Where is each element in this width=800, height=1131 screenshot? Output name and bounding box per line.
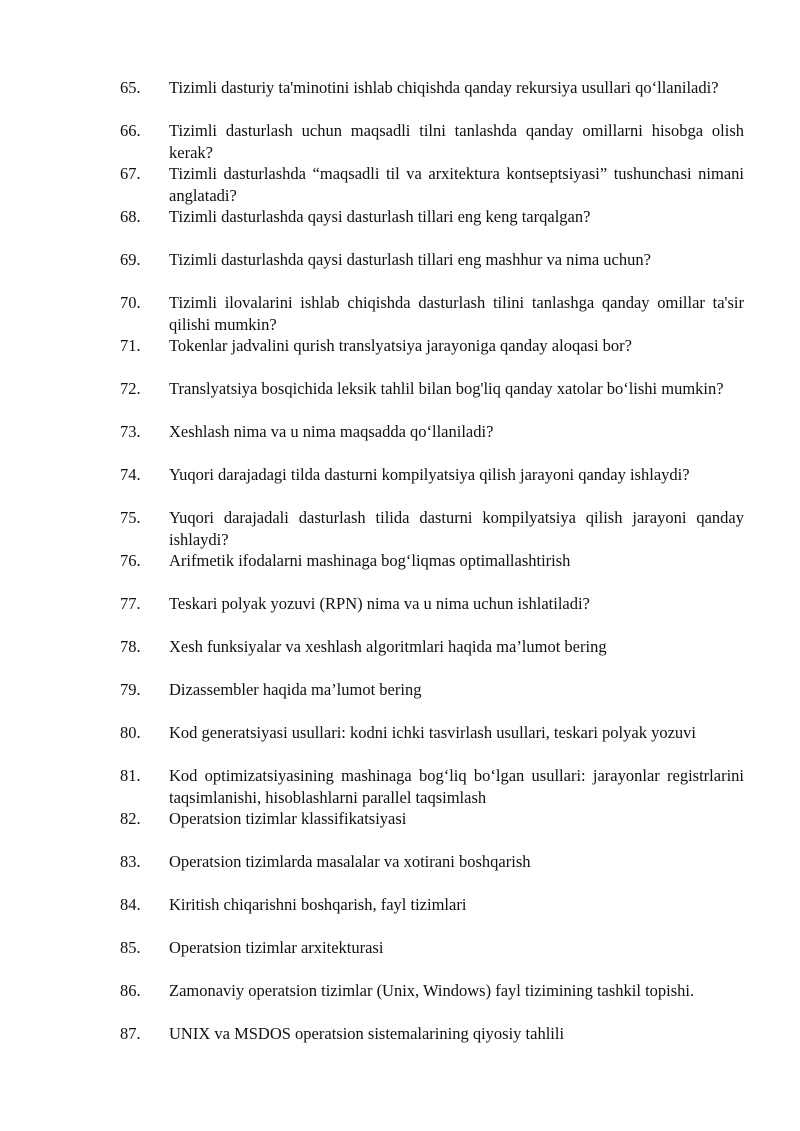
item-number: 71. (120, 336, 141, 355)
item-number: 77. (120, 594, 141, 613)
list-item (120, 679, 744, 722)
item-number: 65. (120, 78, 141, 97)
item-number: 73. (120, 422, 141, 441)
question-list (120, 77, 744, 1066)
item-number: 79. (120, 680, 141, 699)
item-text: Yuqori darajadagi tilda dasturni kompilyatsiya qilish jarayoni qanday ishlaydi? (169, 465, 690, 484)
item-text: Kod generatsiyasi usullari: kodni ichki tasvirlash usullari, teskari polyak yozuvi (169, 723, 696, 742)
list-item (120, 120, 744, 163)
list-item (120, 980, 744, 1023)
list-item (120, 163, 744, 206)
list-item (120, 335, 744, 378)
item-text: Xeshlash nima va u nima maqsadda qo‘llaniladi? (169, 422, 494, 441)
item-text: Operatsion tizimlarda masalalar va xotirani boshqarish (169, 852, 531, 871)
list-item (120, 722, 744, 765)
item-number: 76. (120, 551, 141, 570)
item-number: 78. (120, 637, 141, 656)
list-item (120, 378, 744, 421)
item-text: Tizimli dasturlash uchun maqsadli tilni tanlashda qanday omillarni hisobga olish kerak? (169, 121, 744, 162)
item-text: Tizimli dasturiy ta'minotini ishlab chiqishda qanday rekursiya usullari qo‘llaniladi? (169, 78, 719, 97)
list-item (120, 421, 744, 464)
list-item (120, 464, 744, 507)
item-text: Yuqori darajadali dasturlash tilida dasturni kompilyatsiya qilish jarayoni qanday ishlaydi? (169, 508, 744, 549)
item-number: 86. (120, 981, 141, 1000)
list-item (120, 206, 744, 249)
list-item (120, 249, 744, 292)
list-item (120, 292, 744, 335)
item-text: Operatsion tizimlar klassifikatsiyasi (169, 809, 407, 828)
item-text: Kiritish chiqarishni boshqarish, fayl tizimlari (169, 895, 467, 914)
item-number: 68. (120, 207, 141, 226)
item-text: Tizimli dasturlashda “maqsadli til va arxitektura kontseptsiyasi” tushunchasi nimani anglatadi? (169, 164, 744, 205)
item-text: Xesh funksiyalar va xeshlash algoritmlari haqida ma’lumot bering (169, 637, 607, 656)
item-number: 74. (120, 465, 141, 484)
item-number: 82. (120, 809, 141, 828)
item-number: 72. (120, 379, 141, 398)
item-text: Zamonaviy operatsion tizimlar (Unix, Windows) fayl tizimining tashkil topishi. (169, 981, 695, 1000)
item-number: 85. (120, 938, 141, 957)
list-item (120, 636, 744, 679)
item-text: Operatsion tizimlar arxitekturasi (169, 938, 384, 957)
list-item (120, 894, 744, 937)
list-item (120, 550, 744, 593)
list-item (120, 808, 744, 851)
item-number: 80. (120, 723, 141, 742)
item-text: Tizimli dasturlashda qaysi dasturlash tillari eng keng tarqalgan? (169, 207, 591, 226)
item-text: Tizimli dasturlashda qaysi dasturlash tillari eng mashhur va nima uchun? (169, 250, 651, 269)
list-item (120, 1023, 744, 1066)
list-item (120, 851, 744, 894)
item-number: 66. (120, 121, 141, 140)
item-number: 67. (120, 164, 141, 183)
item-number: 83. (120, 852, 141, 871)
list-item (120, 765, 744, 808)
list-item (120, 507, 744, 550)
item-text: Dizassembler haqida ma’lumot bering (169, 680, 422, 699)
item-number: 75. (120, 508, 141, 527)
item-text: UNIX va MSDOS operatsion sistemalarining qiyosiy tahlili (169, 1024, 565, 1043)
item-text: Kod optimizatsiyasining mashinaga bog‘liq bo‘lgan usullari: jarayonlar registrlarini taqsimlanishi, hisoblashlarni parallel taqsimlash (169, 766, 744, 807)
item-text: Tokenlar jadvalini qurish translyatsiya jarayoniga qanday aloqasi bor? (169, 336, 632, 355)
item-number: 70. (120, 293, 141, 312)
item-text: Tizimli ilovalarini ishlab chiqishda dasturlash tilini tanlashga qanday omillar ta'sir qilishi mumkin? (169, 293, 744, 334)
list-item (120, 77, 744, 120)
item-number: 87. (120, 1024, 141, 1043)
item-text: Teskari polyak yozuvi (RPN) nima va u nima uchun ishlatiladi? (169, 594, 590, 613)
list-item (120, 937, 744, 980)
item-text: Translyatsiya bosqichida leksik tahlil bilan bog'liq qanday xatolar bo‘lishi mumkin? (169, 379, 724, 398)
item-text: Arifmetik ifodalarni mashinaga bog‘liqmas optimallashtirish (169, 551, 571, 570)
item-number: 81. (120, 766, 141, 785)
list-item (120, 593, 744, 636)
item-number: 84. (120, 895, 141, 914)
item-number: 69. (120, 250, 141, 269)
